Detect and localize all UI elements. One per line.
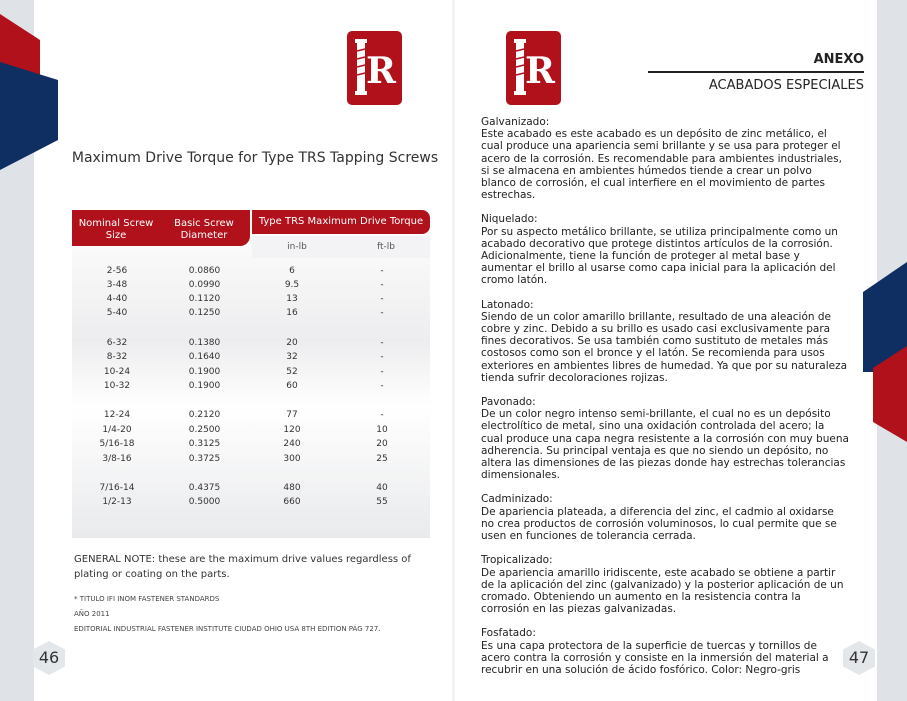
page-gutter xyxy=(452,0,455,701)
section-tropicalizado: Tropicalizado: De apariencia amarillo iridiscente, este acabado se obtiene a partir de la aplicación del zinc (galvanizado) y la posterior aplicación de un cromado. Obteniendo un aumento en la resistencia contra la corrosión en las piezas galvanizadas. xyxy=(481,554,844,616)
decorative-hexagons-right xyxy=(857,262,907,452)
table-row: 6-32 0.1380 20 - xyxy=(106,338,384,348)
table-row: 3-48 0.0990 9.5 - xyxy=(106,280,384,290)
source-title: * TITULO IFI INOM FASTENER STANDARDS xyxy=(74,595,220,603)
subheader-ftlb: ft-lb xyxy=(342,236,430,258)
company-logo-left xyxy=(347,31,402,105)
source-year: AÑO 2011 xyxy=(74,610,110,618)
finishes-text xyxy=(481,116,849,688)
table-row: 5-40 0.1250 16 - xyxy=(106,308,384,318)
general-note: GENERAL NOTE: these are the maximum drive values regardless of plating or coating on the parts. xyxy=(74,554,411,580)
section-fosfatado: Fosfatado: Es una capa protectora de la superficie de tuercas y tornillos de acero contra la corrosión y consiste en la inmersión del material a recubrir en una solución de ácido fosfórico. Color: Negro-gris xyxy=(481,627,829,676)
acabados-subheading: ACABADOS ESPECIALES xyxy=(708,78,864,93)
section-cadminizado: Cadminizado: De apariencia plateada, a diferencia del zinc, el cadmio al oxidarse no crea productos de corrosión voluminosos, lo cual permite que se usen en funciones de tolerancia cerrada. xyxy=(481,493,837,543)
table-row: 12-24 0.2120 77 - xyxy=(103,410,384,420)
table-row: 5/16-18 0.3125 240 20 xyxy=(99,439,388,449)
page-number-left: 46 xyxy=(32,640,66,676)
table-row: 2-56 0.0860 6 - xyxy=(106,266,384,276)
section-latonado: Latonado: Siendo de un color amarillo brillante, resultado de una aleación de cobre y zinc. Debido a su brillo es usado casi exclusivamente para fines decorativos. Se usa también como sustituto de metales más costosos como son el bronce y el latón. Se recomienda para usos exteriores en ambientes libres de humedad. Ya que por su naturaleza tienda sufrir decoloraciones rojizas. xyxy=(481,298,848,384)
heading-rule xyxy=(648,71,864,73)
table-title: Maximum Drive Torque for Type TRS Tapping Screws xyxy=(71,150,439,166)
section-niquelado: Niquelado: Por su aspecto metálico brillante, se utiliza principalmente como un acabado decorativo que protege distintos artículos de la corrosión. Adicionalmente, tiene la función de proteger al metal base y aumentar el brillo al usarse como capa inicial para la aplicación del cromo latón. xyxy=(481,213,838,287)
section-pavonado: Pavonado: De un color negro intenso semi-brillante, el cual no es un depósito electrolítico de metal, sino una oxidación controlada del acero; la cual produce una capa negra resistente a la corrosión con muy buena adherencia. Su principal ventaja es que no siendo un depósito, no altera las dimensiones de las piezas donde hay estrechas tolerancias dimensionales. xyxy=(481,396,849,482)
company-logo-right xyxy=(506,31,561,105)
header-drive-torque: Type TRS Maximum Drive Torque xyxy=(252,210,430,234)
header-nominal-size: Nominal Screw Size xyxy=(78,218,154,241)
section-galvanizado: Galvanizado: Este acabado es este acabado es un depósito de zinc metálico, el cual produce una apariencia semi brillante y se usa para proteger el acero de la corrosión. Es recomendable para ambientes industriales, si se almacena en ambientes húmedos tiende a crear un polvo blanco de corrosión, el cual interfiere en el movimiento de partes estrechas. xyxy=(481,116,842,202)
source-editorial: EDITORIAL INDUSTRIAL FASTENER INSTITUTE CIUDAD OHIO USA 8TH EDITION PÁG 727. xyxy=(74,625,381,633)
logo-letter: R xyxy=(525,50,555,92)
anexo-heading: ANEXO xyxy=(813,52,864,67)
table-row: 4-40 0.1120 13 - xyxy=(106,294,384,304)
table-row: 1/2-13 0.5000 660 55 xyxy=(102,497,388,507)
table-row: 1/4-20 0.2500 120 10 xyxy=(102,425,388,435)
table-row: 8-32 0.1640 32 - xyxy=(106,352,384,362)
table-row: 3/8-16 0.3725 300 25 xyxy=(102,454,388,464)
page-number-right: 47 xyxy=(842,640,876,676)
logo-letter: R xyxy=(366,50,396,92)
table-header-left xyxy=(72,210,250,246)
header-basic-diameter: Basic Screw Diameter xyxy=(174,218,234,241)
table-row: 7/16-14 0.4375 480 40 xyxy=(99,483,388,493)
table-row: 10-32 0.1900 60 - xyxy=(103,381,384,391)
subheader-inlb: in-lb xyxy=(252,236,342,258)
table-row: 10-24 0.1900 52 - xyxy=(103,367,384,377)
